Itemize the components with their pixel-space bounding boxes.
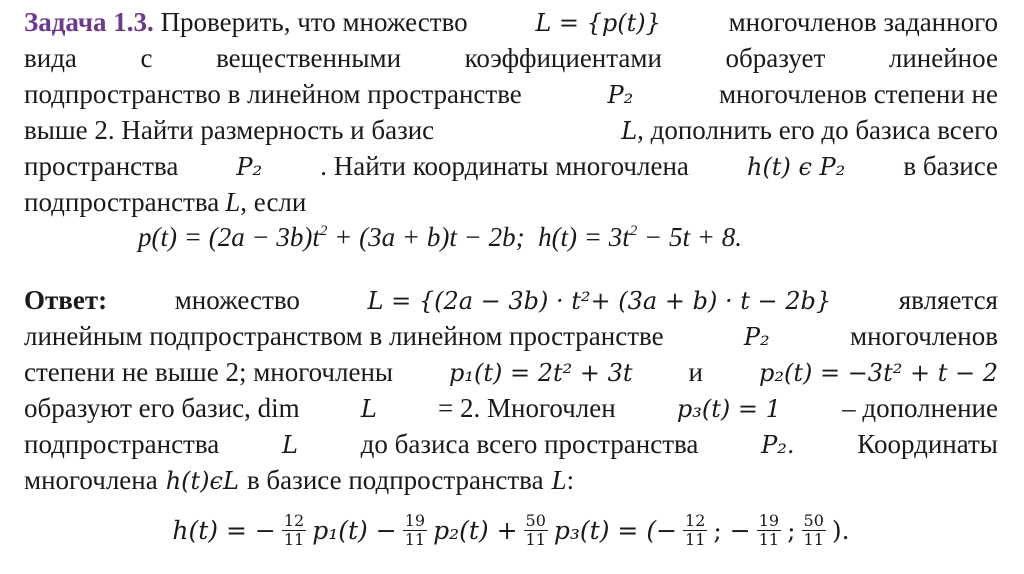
set-L-answer: L = {(2a − 3b) · t²+ (3a + b) · t − 2b} bbox=[367, 287, 832, 315]
fraction-6: $\frac{50}{11}$ bbox=[803, 510, 824, 549]
task-line-2: вида с вещественными коэффициентами образует линейное bbox=[24, 43, 998, 73]
task-paragraph bbox=[24, 4, 998, 220]
answer-line-2: линейным подпространством в линейном пространстве P₂ многочленов bbox=[24, 321, 998, 351]
answer-line-5: подпространства L до базиса всего пространства P₂. Координаты bbox=[24, 429, 998, 459]
fraction-2: $\frac{19}{11}$ bbox=[404, 510, 426, 549]
basis-p2: p₂(t) = −3t² + t − 2 bbox=[758, 359, 998, 387]
set-L-definition: L = {p(t)} bbox=[535, 9, 661, 37]
answer-line-1: Ответ: множество L = {(2a − 3b) · t²+ (3a + b) · t − 2b} является bbox=[24, 282, 998, 318]
task-label: Задача 1.3. bbox=[24, 7, 154, 37]
task-line-1-lead: Задача 1.3. Проверить, что множество bbox=[24, 7, 468, 37]
answer-label: Ответ: bbox=[24, 285, 108, 315]
task-formula: $p(t) = (2a - 3b)t^2 + (3a + b)t - 2b$; $h(t) = 3t^2 - 5t + 8$. bbox=[138, 222, 742, 252]
fraction-3: $\frac{50}{11}$ bbox=[525, 510, 546, 549]
answer-formula: h(t) = − $\frac{12}{11}$ p₁(t) − $\frac{19}{11}$ p₂(t) + $\frac{50}{11}$ p₃(t) = (− $\frac{12}{11}$ ; − $\frac{19}{11}$ ; $\frac{50}{11}$ ). bbox=[172, 510, 850, 549]
answer-line-3: степени не выше 2; многочлены p₁(t) = 2t² + 3t и p₂(t) = −3t² + t − 2 bbox=[24, 354, 998, 390]
basis-p1: p₁(t) = 2t² + 3t bbox=[449, 359, 633, 387]
fraction-1: $\frac{12}{11}$ bbox=[283, 510, 305, 549]
task-line-1: Задача 1.3. Проверить, что множество L = {p(t)} многочленов заданного bbox=[24, 4, 998, 40]
task-line-3: подпространство в линейном пространстве P₂ многочленов степени не bbox=[24, 79, 998, 109]
complement-p3: p₃(t) = 1 bbox=[676, 395, 781, 423]
task-line-6: подпространства L, если bbox=[24, 187, 307, 217]
task-line-4: выше 2. Найти размерность и базис L, дополнить его до базиса всего bbox=[24, 115, 998, 145]
answer-paragraph bbox=[24, 282, 998, 498]
task-line-5: пространства P₂ . Найти координаты многочлена h(t) ϵ P₂ в базисе bbox=[24, 151, 998, 181]
answer-line-4: образуют его базис, dim L = 2. Многочлен p₃(t) = 1 – дополнение bbox=[24, 390, 998, 426]
fraction-4: $\frac{12}{11}$ bbox=[685, 510, 706, 549]
answer-line-6: многочлена h(t)ϵL в базисе подпространства L: bbox=[24, 465, 575, 495]
fraction-5: $\frac{19}{11}$ bbox=[758, 510, 780, 549]
